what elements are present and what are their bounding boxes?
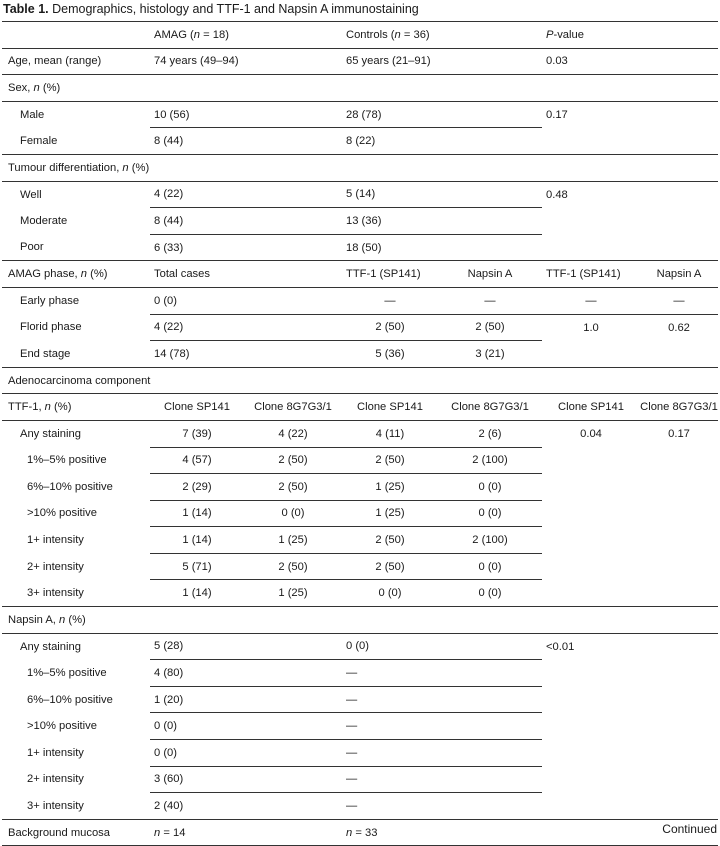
table-row: Male 10 (56) 28 (78) 0.17 bbox=[2, 101, 718, 128]
table-row: 1%–5% positive 4 (57) 2 (50) 2 (50) 2 (100) bbox=[2, 447, 718, 474]
data-table bbox=[2, 21, 718, 846]
table-row: Florid phase 4 (22) 2 (50) 2 (50) 1.0 0.62 bbox=[2, 314, 718, 341]
table-row: Age, mean (range) 74 years (49–94) 65 years (21–91) 0.03 bbox=[2, 48, 718, 75]
table-row: >10% positive 0 (0) — bbox=[2, 713, 718, 740]
table-row: 3+ intensity 2 (40) — bbox=[27, 799, 358, 813]
table-row: 2+ intensity 3 (60) — bbox=[2, 766, 718, 793]
section-header-row: AMAG phase, n (%) Total cases TTF-1 (SP141) Napsin A TTF-1 (SP141) Napsin A bbox=[2, 261, 718, 288]
section-row: Adenocarcinoma component bbox=[2, 367, 718, 394]
table-row: 1%–5% positive 4 (80) — bbox=[2, 660, 718, 687]
table-row: 1+ intensity 0 (0) — bbox=[2, 740, 718, 767]
table-row: Female 8 (44) 8 (22) bbox=[20, 134, 376, 148]
header-controls: Controls (n = 36) bbox=[342, 22, 542, 49]
table-row: 6%–10% positive 1 (20) — bbox=[2, 686, 718, 713]
section-row: Tumour differentiation, n (%) bbox=[2, 154, 718, 181]
table-row: Background mucosa n = 14 n = 33 bbox=[2, 819, 718, 846]
section-row: Napsin A, n (%) bbox=[2, 607, 718, 634]
table-label: Table 1. bbox=[3, 2, 49, 16]
table-row: Any staining 5 (28) 0 (0) <0.01 bbox=[2, 633, 718, 660]
background-amag-n: n = 14 bbox=[150, 819, 342, 846]
header-pvalue: P-value bbox=[542, 22, 718, 49]
table-row: >10% positive 1 (14) 0 (0) 1 (25) 0 (0) bbox=[2, 500, 718, 527]
continued-label: Continued bbox=[662, 822, 717, 836]
table-row: Poor 6 (33) 18 (50) bbox=[20, 241, 382, 254]
table-row: End stage 14 (78) 5 (36) 3 (21) bbox=[20, 347, 505, 360]
table-row: 2+ intensity 5 (71) 2 (50) 2 (50) 0 (0) bbox=[2, 553, 718, 580]
table-row: Moderate 8 (44) 13 (36) bbox=[2, 208, 718, 235]
table-row: 6%–10% positive 2 (29) 2 (50) 1 (25) 0 (0) bbox=[2, 474, 718, 501]
header-amag: AMAG (n = 18) bbox=[150, 22, 342, 49]
header-row bbox=[2, 22, 718, 49]
table-title: Demographics, histology and TTF-1 and Napsin A immunostaining bbox=[52, 2, 419, 16]
table-row: Early phase 0 (0) — — — — bbox=[2, 287, 718, 314]
table-caption bbox=[3, 2, 419, 16]
table-row: Any staining 7 (39) 4 (22) 4 (11) 2 (6) 0.04 0.17 bbox=[2, 420, 718, 447]
table-row: 3+ intensity 1 (14) 1 (25) 0 (0) 0 (0) bbox=[27, 587, 502, 600]
table-row: 1+ intensity 1 (14) 1 (25) 2 (50) 2 (100) bbox=[2, 527, 718, 554]
background-controls-n: n = 33 bbox=[342, 819, 542, 846]
section-header-row: TTF-1, n (%) Clone SP141 Clone 8G7G3/1 Clone SP141 Clone 8G7G3/1 Clone SP141 Clone 8G7G3/1 bbox=[2, 394, 718, 421]
section-row: Sex, n (%) bbox=[2, 75, 718, 102]
table-row: Well 4 (22) 5 (14) 0.48 bbox=[2, 181, 718, 208]
